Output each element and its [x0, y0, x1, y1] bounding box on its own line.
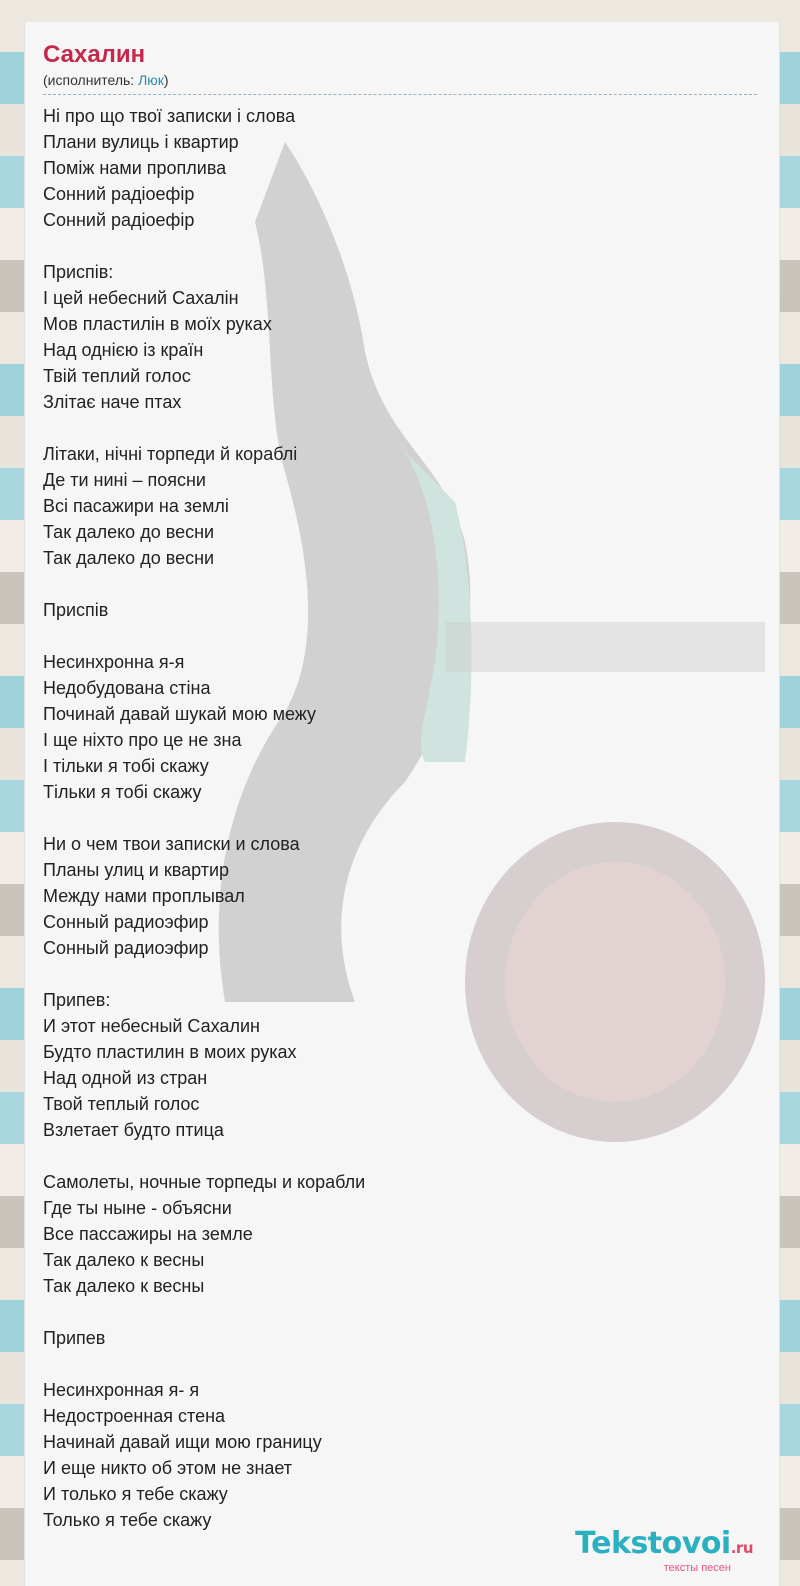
lyric-line: Злітає наче птах	[43, 392, 182, 412]
lyric-line: Будто пластилин в моих руках	[43, 1042, 297, 1062]
lyric-line: Взлетает будто птица	[43, 1120, 224, 1140]
lyric-line: Между нами проплывал	[43, 886, 245, 906]
lyric-line: Літаки, нічні торпеди й кораблі	[43, 444, 298, 464]
lyric-line: Починай давай шукай мою межу	[43, 704, 317, 724]
lyric-line: Твой теплый голос	[43, 1094, 200, 1114]
lyric-line: Где ты ныне - объясни	[43, 1198, 232, 1218]
lyric-blank-line	[43, 805, 757, 831]
lyric-line: И этот небесный Сахалин	[43, 1016, 260, 1036]
lyric-line: И только я тебе скажу	[43, 1484, 228, 1504]
lyric-line: І цей небесний Сахалін	[43, 288, 239, 308]
lyrics-text	[43, 103, 757, 1533]
lyric-line: Сонный радиоэфир	[43, 938, 209, 958]
lyric-line: Все пассажиры на земле	[43, 1224, 253, 1244]
lyric-line: Поміж нами проплива	[43, 158, 227, 178]
song-title: Сахалин	[43, 41, 146, 68]
lyric-blank-line	[43, 623, 757, 649]
logo-main-text: Tekstovoi	[575, 1526, 731, 1561]
lyric-line: Так далеко к весны	[43, 1250, 205, 1270]
lyric-blank-line	[43, 961, 757, 987]
logo-tagline: тексты песен	[663, 1562, 731, 1574]
lyric-line: Припев	[43, 1328, 106, 1348]
lyric-blank-line	[43, 233, 757, 259]
lyric-line: Так далеко до весни	[43, 522, 215, 542]
lyric-line: Мов пластилін в моїх руках	[43, 314, 272, 334]
lyric-blank-line	[43, 1143, 757, 1169]
lyric-line: И еще никто об этом не знает	[43, 1458, 293, 1478]
lyric-line: Так далеко к весны	[43, 1276, 205, 1296]
lyric-line: Припев:	[43, 990, 111, 1010]
lyric-line: І ще ніхто про це не зна	[43, 730, 242, 750]
lyric-line: Сонний радіоефір	[43, 184, 195, 204]
site-logo[interactable]	[575, 1528, 753, 1574]
lyric-line: Плани вулиць і квартир	[43, 132, 239, 152]
lyric-line: Только я тебе скажу	[43, 1510, 212, 1530]
lyric-line: Самолеты, ночные торпеды и корабли	[43, 1172, 366, 1192]
lyric-line: Приспів:	[43, 262, 114, 282]
lyric-blank-line	[43, 1351, 757, 1377]
logo-tld: .ru	[730, 1539, 753, 1557]
lyric-line: Так далеко до весни	[43, 548, 215, 568]
lyric-line: Тільки я тобі скажу	[43, 782, 202, 802]
lyric-line: Сонный радиоэфир	[43, 912, 209, 932]
lyric-line: Несинхронная я- я	[43, 1380, 200, 1400]
lyric-line: Сонний радіоефір	[43, 210, 195, 230]
lyric-line: Всі пасажири на землі	[43, 496, 229, 516]
lyric-line: Де ти нині – поясни	[43, 470, 206, 490]
lyric-blank-line	[43, 571, 757, 597]
lyric-blank-line	[43, 415, 757, 441]
lyric-blank-line	[43, 1299, 757, 1325]
lyric-line: Недобудована стіна	[43, 678, 211, 698]
lyric-line: Над однією із країн	[43, 340, 204, 360]
artist-link[interactable]: Люк	[138, 72, 164, 88]
artist-prefix: (исполнитель:	[43, 72, 139, 88]
logo-wordmark	[575, 1528, 753, 1564]
lyric-line: Ни о чем твои записки и слова	[43, 834, 300, 854]
artist-suffix: )	[163, 72, 169, 88]
lyric-line: Недостроенная стена	[43, 1406, 226, 1426]
lyric-line: І тільки я тобі скажу	[43, 756, 209, 776]
lyric-line: Над одной из стран	[43, 1068, 208, 1088]
lyric-line: Приспів	[43, 600, 109, 620]
lyric-line: Начинай давай ищи мою границу	[43, 1432, 322, 1452]
lyric-line: Несинхронна я-я	[43, 652, 185, 672]
lyric-line: Твій теплий голос	[43, 366, 191, 386]
lyric-line: Ні про що твої записки і слова	[43, 106, 296, 126]
artist-line	[43, 70, 757, 95]
lyrics-card	[24, 22, 780, 1586]
lyric-line: Планы улиц и квартир	[43, 860, 230, 880]
main-content	[43, 40, 757, 1533]
